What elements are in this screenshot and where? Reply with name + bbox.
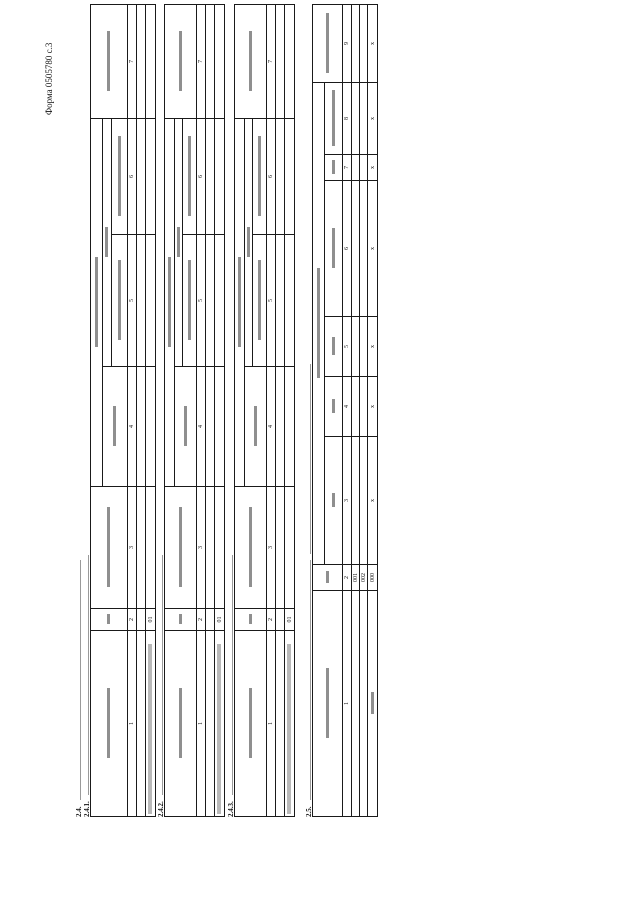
- data-cell: [206, 487, 215, 609]
- row-code: 002: [360, 565, 368, 591]
- col-number: 6: [267, 118, 276, 234]
- col-header-non-monthly: [253, 118, 267, 234]
- col-header-normative-act: [313, 82, 325, 564]
- payroll-table-2: [164, 4, 225, 817]
- col-header-fund-total: [235, 4, 267, 118]
- col-number: 3: [128, 487, 137, 609]
- regulations-table: [312, 4, 378, 817]
- data-cell: x: [368, 4, 378, 82]
- col-number: 7: [343, 155, 352, 181]
- data-cell: [146, 367, 156, 487]
- data-cell: [215, 235, 225, 367]
- col-number: 2: [197, 609, 206, 631]
- data-cell: [215, 4, 225, 118]
- table-row: [206, 4, 215, 816]
- data-cell: [206, 118, 215, 234]
- col-header-monthly: [183, 235, 197, 367]
- form-code: Форма 0505780 с.3: [44, 42, 54, 115]
- section-title: 2.4.: [74, 561, 83, 818]
- col-number: 9: [343, 4, 352, 82]
- data-cell: [276, 609, 285, 631]
- col-number: 4: [128, 367, 137, 487]
- row-label-fss: [285, 631, 295, 817]
- data-cell: [137, 631, 146, 817]
- total-row-label: [368, 591, 378, 817]
- col-number: 5: [343, 317, 352, 377]
- col-number: 1: [197, 631, 206, 817]
- data-cell: [137, 609, 146, 631]
- data-cell: [146, 235, 156, 367]
- col-number: 6: [128, 118, 137, 234]
- table-row: [215, 4, 225, 816]
- data-cell: [206, 4, 215, 118]
- data-cell: x: [368, 437, 378, 565]
- data-cell: x: [368, 181, 378, 317]
- col-number: 1: [267, 631, 276, 817]
- data-cell: [206, 631, 215, 817]
- data-cell: [137, 118, 146, 234]
- data-cell: [276, 631, 285, 817]
- col-header-row-code: [235, 609, 267, 631]
- data-cell: x: [368, 155, 378, 181]
- table-row: [360, 4, 368, 816]
- data-cell: [137, 235, 146, 367]
- col-header-including: [103, 118, 112, 366]
- data-cell: [285, 367, 295, 487]
- data-cell: [360, 82, 368, 154]
- table-row: [146, 4, 156, 816]
- data-cell: [285, 4, 295, 118]
- data-cell: [206, 367, 215, 487]
- data-cell: [360, 377, 368, 437]
- data-cell: [137, 367, 146, 487]
- data-cell: [352, 181, 360, 317]
- data-cell: [360, 4, 368, 82]
- data-cell: [285, 487, 295, 609]
- data-cell: [352, 437, 360, 565]
- col-number: 3: [343, 437, 352, 565]
- table-row: [352, 4, 360, 816]
- col-header-row-code: [165, 609, 197, 631]
- col-number: 5: [128, 235, 137, 367]
- data-cell: [276, 367, 285, 487]
- data-cell: [285, 235, 295, 367]
- col-number: 8: [343, 82, 352, 154]
- subsection-title: 2.4.3.: [226, 555, 235, 817]
- col-number: 5: [267, 235, 276, 367]
- col-number: 7: [267, 4, 276, 118]
- data-cell: [276, 118, 285, 234]
- data-cell: [360, 437, 368, 565]
- col-header-fund: [91, 487, 128, 609]
- col-header-fund-total: [165, 4, 197, 118]
- data-cell: [276, 487, 285, 609]
- data-cell: [276, 4, 285, 118]
- data-cell: [360, 155, 368, 181]
- data-cell: [285, 118, 295, 234]
- col-header-fund-total: [91, 4, 128, 118]
- row-code: 01: [215, 609, 225, 631]
- col-header-monthly: [112, 235, 128, 367]
- data-cell: [352, 155, 360, 181]
- data-cell: [360, 181, 368, 317]
- row-label-fss: [215, 631, 225, 817]
- data-cell: x: [368, 377, 378, 437]
- row-code: 000: [368, 565, 378, 591]
- data-cell: x: [368, 317, 378, 377]
- col-number: 7: [197, 4, 206, 118]
- data-cell: [352, 591, 360, 817]
- col-number: 5: [197, 235, 206, 367]
- data-cell: [146, 4, 156, 118]
- table-row: [285, 4, 295, 816]
- data-cell: [360, 317, 368, 377]
- col-number: 2: [128, 609, 137, 631]
- data-cell: [352, 377, 360, 437]
- col-header-act-date: [325, 377, 343, 437]
- col-header-including: [175, 118, 183, 366]
- col-header-including: [245, 118, 253, 366]
- col-header-fund: [235, 487, 267, 609]
- col-header-act-name: [325, 181, 343, 317]
- subsection-title: 2.4.2.: [156, 555, 165, 817]
- data-cell: [360, 591, 368, 817]
- data-cell: [206, 235, 215, 367]
- col-header-total: [175, 367, 197, 487]
- col-header-non-monthly: [112, 118, 128, 234]
- row-code: 01: [146, 609, 156, 631]
- table-row: [137, 4, 146, 816]
- data-cell: [146, 118, 156, 234]
- col-header-payments: [235, 118, 245, 486]
- col-header-payments: [165, 118, 175, 486]
- data-cell: [215, 367, 225, 487]
- data-cell: x: [368, 82, 378, 154]
- col-header-act-status-date: [325, 82, 343, 154]
- data-cell: [215, 118, 225, 234]
- col-header-non-monthly: [183, 118, 197, 234]
- data-cell: [146, 487, 156, 609]
- col-number: 6: [343, 181, 352, 317]
- col-number: 6: [197, 118, 206, 234]
- col-number: 4: [197, 367, 206, 487]
- data-cell: [137, 4, 146, 118]
- data-cell: [276, 235, 285, 367]
- payroll-table-3: [234, 4, 295, 817]
- col-number: 4: [267, 367, 276, 487]
- col-number: 3: [267, 487, 276, 609]
- table-row: [276, 4, 285, 816]
- data-cell: [215, 487, 225, 609]
- payroll-table-1: [90, 4, 156, 817]
- data-cell: [352, 4, 360, 82]
- col-header-payment-size: [313, 4, 343, 82]
- col-header-position: [165, 631, 197, 817]
- col-header-act-type: [325, 437, 343, 565]
- col-header-total: [245, 367, 267, 487]
- col-header-payment-name: [313, 591, 343, 817]
- col-number: 2: [267, 609, 276, 631]
- data-cell: [352, 317, 360, 377]
- col-header-act-number: [325, 317, 343, 377]
- col-number: 2: [343, 565, 352, 591]
- col-number: 7: [128, 4, 137, 118]
- col-header-position: [235, 631, 267, 817]
- col-header-act-status: [325, 155, 343, 181]
- section-title: 2.5.: [304, 365, 313, 818]
- col-header-monthly: [253, 235, 267, 367]
- row-label-fss: [146, 631, 156, 817]
- col-header-row-code: [91, 609, 128, 631]
- col-header-total: [103, 367, 128, 487]
- data-cell: [206, 609, 215, 631]
- data-cell: [352, 82, 360, 154]
- col-header-row-code: [313, 565, 343, 591]
- data-cell: [137, 487, 146, 609]
- subsection-title: 2.4.1.: [82, 555, 91, 817]
- row-code: 01: [285, 609, 295, 631]
- col-number: 3: [197, 487, 206, 609]
- col-number: 4: [343, 377, 352, 437]
- row-code: 001: [352, 565, 360, 591]
- col-header-payments: [91, 118, 103, 486]
- col-header-position: [91, 631, 128, 817]
- col-number: 1: [128, 631, 137, 817]
- table-row: [368, 4, 378, 816]
- col-number: 1: [343, 591, 352, 817]
- col-header-fund: [165, 487, 197, 609]
